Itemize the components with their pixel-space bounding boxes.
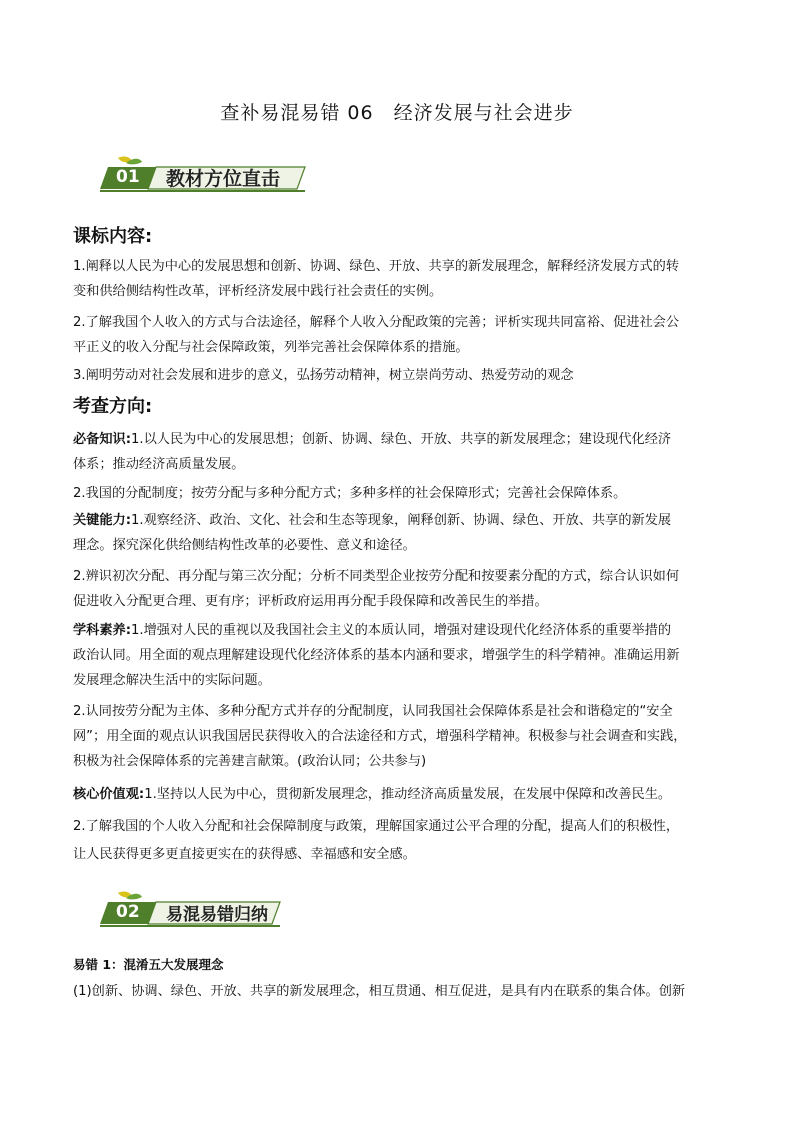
guanjian-block: 关键能力:1.观察经济、政治、文化、社会和生态等现象，阐释创新、协调、绿色、开放、共享的新发展 理念。探究深化供给侧结构性改革的必要性、意义和途径。 2.辨识初次分配、再分配与第三次分配；分析不同类型企业按劳分配和按要素分配的方式，综合认识如何 促进收入分配更合理、更有序；评析政府运用再分配手段保障和改善民生的举措。 (73, 513, 680, 609)
section-number-2: 02 (116, 902, 140, 922)
kaocha-heading: 考查方向: (73, 396, 153, 417)
xueke-label: 学科素养: (73, 623, 132, 638)
kebiao-item-3: 3.阐明劳动对社会发展和进步的意义，弘扬劳动精神，树立崇尚劳动、热爱劳动的观念 (73, 368, 574, 383)
xueke-block: 学科素养:1.增强对人民的重视以及我国社会主义的本质认同，增强对建设现代化经济体系的重要举措的 政治认同。用全面的观点理解建设现代化经济体系的基本内涵和要求，增强学生的科学精神。准确运用新 发展理念解决生活中的实际问题。 2.认同按劳分配为主体、多种分配方式并存的分配制度，认同我国社会保障体系是社会和谐稳定的“安全 网”；用全面的观点认识我国居民获得收入的合法途径和方式，增强科学精神。积极参与社会调查和实践， 积极为社会保障体系的完善建言献策。(政治认同；公共参与) (73, 623, 687, 769)
kebiao-item-2: 2.了解我国个人收入的方式与合法途径，解释个人收入分配政策的完善；评析实现共同富裕、促进社会公 平正义的收入分配与社会保障政策，列举完善社会保障体系的措施。 (73, 315, 680, 355)
kebiao-heading: 课标内容: (73, 226, 153, 247)
section-badge-2 (100, 890, 290, 932)
bibei-block: 必备知识:1.以人民为中心的发展思想；创新、协调、绿色、开放、共享的新发展理念；建设现代化经济 体系；推动经济高质量发展。 2.我国的分配制度；按劳分配与多种分配方式；多种多样的社会保障形式；完善社会保障体系。 (73, 432, 672, 501)
kebiao-item-1: 1.阐释以人民为中心的发展思想和创新、协调、绿色、开放、共享的新发展理念，解释经济发展方式的转 变和供给侧结构性改革，评析经济发展中践行社会责任的实例。 (73, 259, 680, 299)
page-title: 查补易混易错 06 经济发展与社会进步 (220, 102, 574, 124)
section-label-2: 易混易错归纳 (166, 905, 268, 925)
bibei-label: 必备知识: (73, 432, 132, 447)
hexin-block: 核心价值观:1.坚持以人民为中心，贯彻新发展理念，推动经济高质量发展，在发展中保障和改善民生。 2.了解我国的个人收入分配和社会保障制度与政策，理解国家通过公平合理的分配，提高人们的积极性， 让人民获得更多更直接更实在的获得感、幸福感和安全感。 (73, 787, 680, 862)
yicuo-block: 易错 1：混淆五大发展理念 (1)创新、协调、绿色、开放、共享的新发展理念，相互贯通、相互促进，是具有内在联系的集合体。创新 (73, 952, 733, 1004)
yicuo-heading: 易错 1：混淆五大发展理念 (73, 957, 224, 972)
section-label-1: 教材方位直击 (166, 168, 281, 190)
guanjian-label: 关键能力: (73, 513, 132, 528)
hexin-label: 核心价值观: (73, 787, 145, 802)
section-number-1: 01 (116, 167, 140, 187)
section-badge-1 (100, 155, 310, 197)
